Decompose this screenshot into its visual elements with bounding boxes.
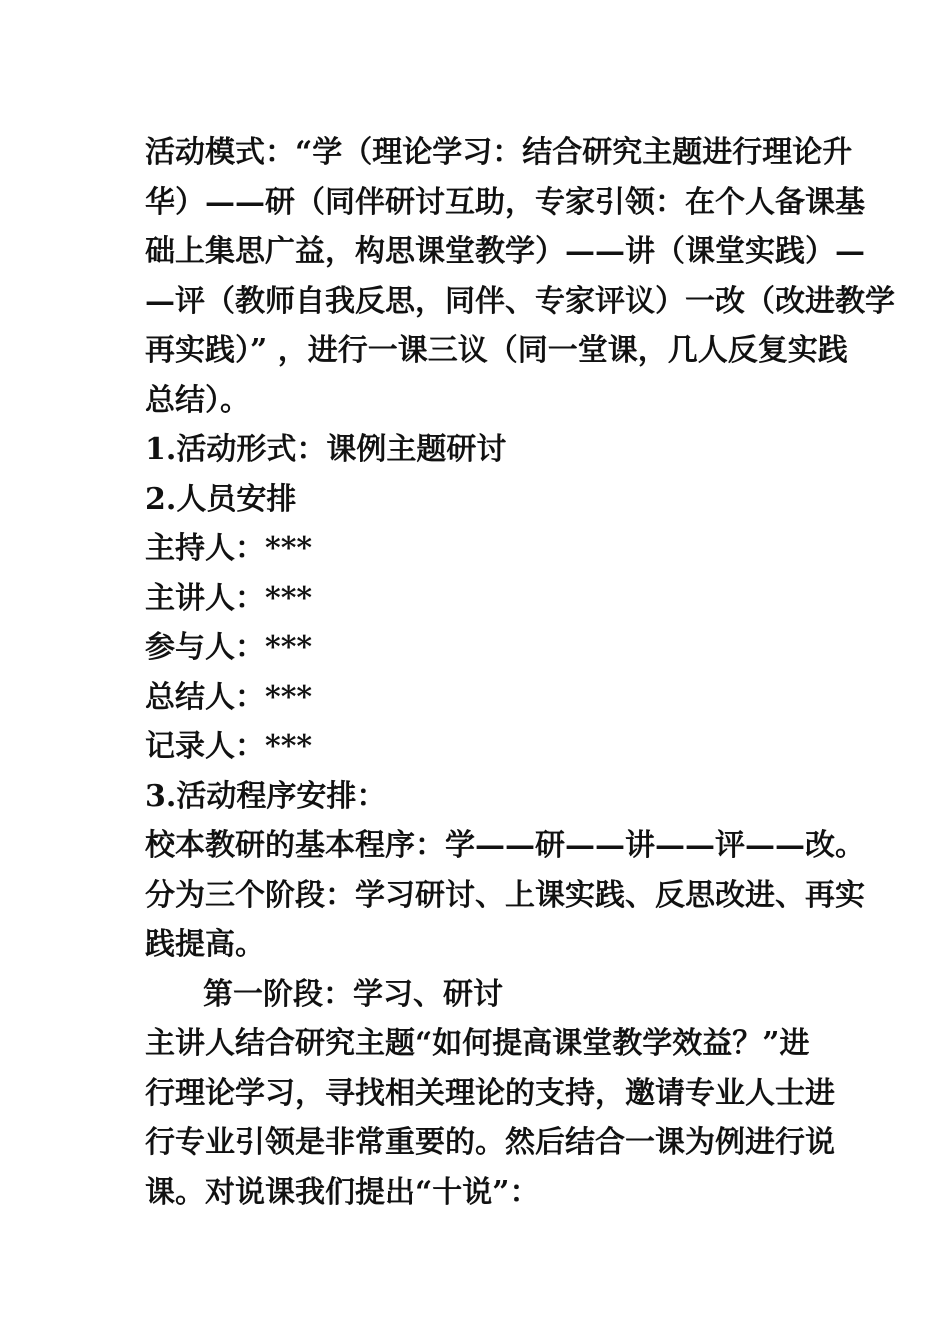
recorder-line: 记录人：*** bbox=[145, 729, 313, 764]
procedure-heading: 3.活动程序安排： bbox=[145, 778, 387, 814]
procedure-line-3: 践提高。 bbox=[145, 927, 265, 962]
procedure-line-1: 校本教研的基本程序：学——研——讲——评——改。 bbox=[145, 828, 865, 863]
stage-one-line-2: 行理论学习，寻找相关理论的支持，邀请专业人士进 bbox=[145, 1075, 835, 1111]
activity-mode-line-4: —评（教师自我反思，同伴、专家评议）一改（改进教学 bbox=[145, 283, 895, 319]
host-line: 主持人：*** bbox=[145, 531, 313, 566]
activity-form-heading: 1.活动形式：课例主题研讨 bbox=[145, 432, 507, 467]
stage-one-line-3: 行专业引领是非常重要的。然后结合一课为例进行说 bbox=[145, 1125, 835, 1160]
personnel-heading: 2.人员安排 bbox=[145, 481, 297, 517]
document-body bbox=[145, 128, 895, 1217]
activity-mode-line-1: 活动模式：“学（理论学习：结合研究主题进行理论升 bbox=[145, 135, 853, 170]
participant-line: 参与人：*** bbox=[145, 630, 313, 665]
activity-mode-line-3: 础上集思广益，构思课堂教学）——讲（课堂实践）— bbox=[145, 234, 865, 269]
speaker-line: 主讲人：*** bbox=[145, 580, 313, 616]
summarizer-line: 总结人：*** bbox=[145, 679, 313, 715]
stage-one-heading: 第一阶段：学习、研讨 bbox=[203, 976, 503, 1012]
activity-mode-line-6: 总结）。 bbox=[145, 382, 250, 418]
stage-one-line-1: 主讲人结合研究主题“如何提高课堂教学效益？”进 bbox=[145, 1026, 810, 1061]
stage-one-line-4: 课。对说课我们提出“十说”： bbox=[145, 1174, 540, 1210]
procedure-line-2: 分为三个阶段：学习研讨、上课实践、反思改进、再实 bbox=[145, 877, 865, 913]
activity-mode-line-5: 再实践）” ，进行一课三议（同一堂课，几人反复实践 bbox=[145, 333, 848, 368]
activity-mode-line-2: 华）——研（同伴研讨互助，专家引领：在个人备课基 bbox=[145, 184, 865, 220]
